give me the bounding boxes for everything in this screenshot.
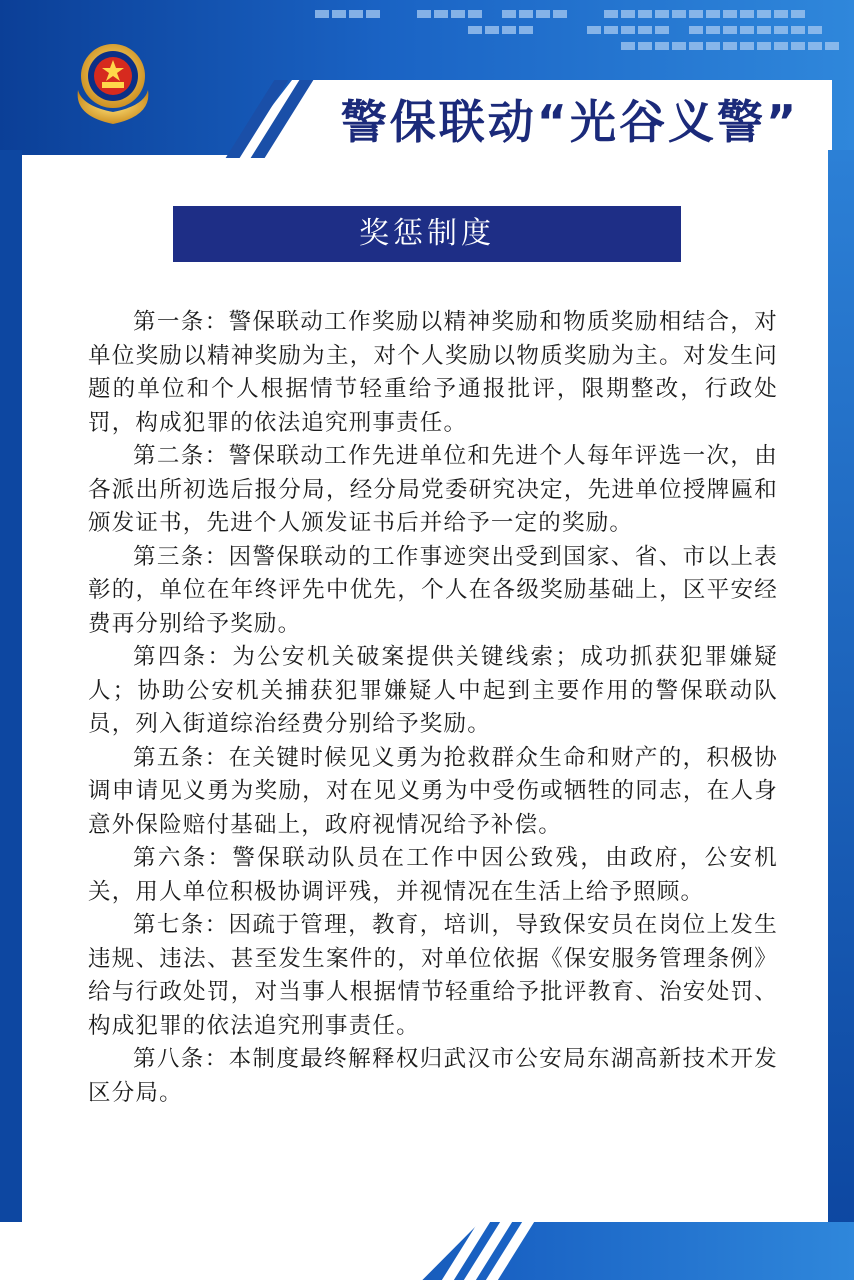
decorative-dot	[621, 10, 635, 18]
decorative-dot	[434, 10, 448, 18]
decorative-dot	[689, 10, 703, 18]
decorative-dot	[808, 26, 822, 34]
decorative-dot	[468, 26, 482, 34]
decorative-dot	[604, 10, 618, 18]
decorative-dot	[451, 10, 465, 18]
decorative-dot	[672, 42, 686, 50]
decorative-dot	[655, 42, 669, 50]
footer-plate	[0, 1222, 480, 1280]
article-2: 第二条：警保联动工作先进单位和先进个人每年评选一次，由各派出所初选后报分局，经分局党委研究决定，先进单位授牌匾和颁发证书，先进个人颁发证书后并给予一定的奖励。	[88, 443, 778, 536]
decorative-dot	[655, 10, 669, 18]
decorative-dot	[791, 42, 805, 50]
decorative-dot	[757, 42, 771, 50]
decorative-dot	[536, 10, 550, 18]
decorative-dot	[366, 10, 380, 18]
decorative-dot	[774, 42, 788, 50]
article-1: 第一条：警保联动工作奖励以精神奖励和物质奖励相结合，对单位奖励以精神奖励为主，对个人奖励以物质奖励为主。对发生问题的单位和个人根据情节轻重给予通报批评，限期整改，行政处罚，构成犯罪的依法追究刑事责任。	[88, 309, 778, 436]
decorative-dot	[638, 10, 652, 18]
page-title: 警保联动“光谷义警”	[340, 95, 800, 149]
police-badge-icon	[66, 36, 160, 130]
article-5: 第五条：在关键时候见义勇为抢救群众生命和财产的，积极协调申请见义勇为奖励，对在见义勇为中受伤或牺牲的同志，在人身意外保险赔付基础上，政府视情况给予补偿。	[88, 744, 778, 838]
decorative-dot	[757, 10, 771, 18]
decorative-dot	[740, 42, 754, 50]
left-border	[0, 150, 22, 1230]
article-4: 第四条：为公安机关破案提供关键线索；成功抓获犯罪嫌疑人；协助公安机关捕获犯罪嫌疑人中起到主要作用的警保联动队员，列入街道综治经费分别给予奖励。	[88, 644, 778, 737]
decorative-dots	[315, 10, 835, 58]
decorative-dot	[604, 26, 618, 34]
decorative-dot	[638, 42, 652, 50]
decorative-dot	[502, 10, 516, 18]
rules-body	[88, 306, 778, 1110]
decorative-dot	[706, 10, 720, 18]
decorative-dot	[587, 26, 601, 34]
article-6: 第六条：警保联动队员在工作中因公致残，由政府，公安机关，用人单位积极协调评残，并视情况在生活上给予照顾。	[88, 845, 778, 905]
decorative-dot	[689, 26, 703, 34]
decorative-dot	[655, 26, 669, 34]
decorative-dot	[689, 42, 703, 50]
decorative-dot	[349, 10, 363, 18]
decorative-dot	[740, 26, 754, 34]
decorative-dot	[774, 26, 788, 34]
article-3: 第三条：因警保联动的工作事迹突出受到国家、省、市以上表彰的，单位在年终评先中优先，个人在各级奖励基础上，区平安经费再分别给予奖励。	[88, 543, 778, 637]
decorative-dot	[706, 42, 720, 50]
decorative-dot	[774, 10, 788, 18]
decorative-dot	[723, 10, 737, 18]
decorative-dot	[502, 26, 516, 34]
article-7: 第七条：因疏于管理，教育，培训，导致保安员在岗位上发生违规、违法、甚至发生案件的，对单位依据《保安服务管理条例》给与行政处罚，对当事人根据情节轻重给予批评教育、治安处罚、构成犯罪的依法追究刑事责任。	[88, 912, 778, 1039]
section-heading: 奖惩制度	[173, 206, 681, 262]
decorative-dot	[672, 10, 686, 18]
decorative-dot	[553, 10, 567, 18]
decorative-dot	[757, 26, 771, 34]
decorative-dot	[519, 26, 533, 34]
decorative-dot	[621, 42, 635, 50]
decorative-dot	[468, 10, 482, 18]
decorative-dot	[621, 26, 635, 34]
right-border	[828, 150, 854, 1230]
decorative-dot	[723, 26, 737, 34]
decorative-dot	[825, 42, 839, 50]
decorative-dot	[791, 26, 805, 34]
decorative-dot	[740, 10, 754, 18]
decorative-dot	[315, 10, 329, 18]
decorative-dot	[808, 42, 822, 50]
decorative-dot	[791, 10, 805, 18]
article-8: 第八条：本制度最终解释权归武汉市公安局东湖高新技术开发区分局。	[88, 1046, 778, 1106]
decorative-dot	[723, 42, 737, 50]
decorative-dot	[332, 10, 346, 18]
decorative-dot	[706, 26, 720, 34]
decorative-dot	[519, 10, 533, 18]
decorative-dot	[638, 26, 652, 34]
decorative-dot	[485, 26, 499, 34]
decorative-dot	[417, 10, 431, 18]
